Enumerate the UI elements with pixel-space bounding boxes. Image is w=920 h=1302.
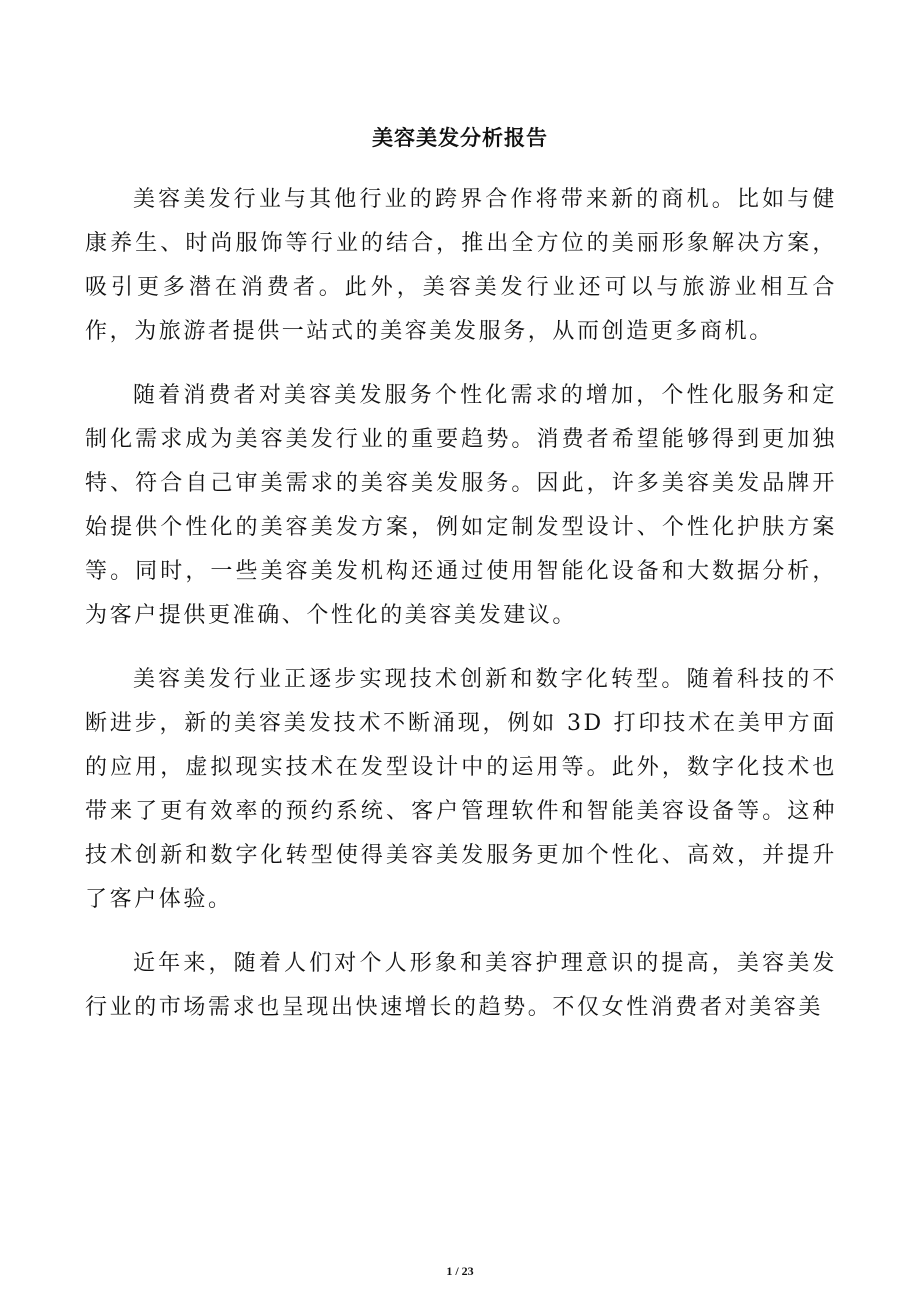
document-body [85, 178, 837, 1050]
paragraph-digital-transformation: 美容美发行业正逐步实现技术创新和数字化转型。随着科技的不断进步，新的美容美发技术不断涌现，例如 3D 打印技术在美甲方面的应用，虚拟现实技术在发型设计中的运用等。此外，数字化技术也带来了更有效率的预约系统、客户管理软件和智能美容设备等。这种技术创新和数字化转型使得美容美发服务更加个性化、高效，并提升了客户体验。 [85, 667, 837, 912]
document-title: 美容美发分析报告 [372, 126, 548, 150]
paragraph-personalization: 随着消费者对美容美发服务个性化需求的增加，个性化服务和定制化需求成为美容美发行业的重要趋势。消费者希望能够得到更加独特、符合自己审美需求的美容美发服务。因此，许多美容美发品牌开始提供个性化的美容美发方案，例如定制发型设计、个性化护肤方案等。同时，一些美容美发机构还通过使用智能化设备和大数据分析，为客户提供更准确、个性化的美容美发建议。 [85, 383, 837, 628]
paragraph-market-demand: 近年来，随着人们对个人形象和美容护理意识的提高，美容美发行业的市场需求也呈现出快速增长的趋势。不仅女性消费者对美容美 [85, 951, 837, 1020]
paragraph-cross-industry: 美容美发行业与其他行业的跨界合作将带来新的商机。比如与健康养生、时尚服饰等行业的结合，推出全方位的美丽形象解决方案，吸引更多潜在消费者。此外，美容美发行业还可以与旅游业相互合作，为旅游者提供一站式的美容美发服务，从而创造更多商机。 [85, 187, 837, 344]
page-number: 1 / 23 [446, 1264, 474, 1278]
